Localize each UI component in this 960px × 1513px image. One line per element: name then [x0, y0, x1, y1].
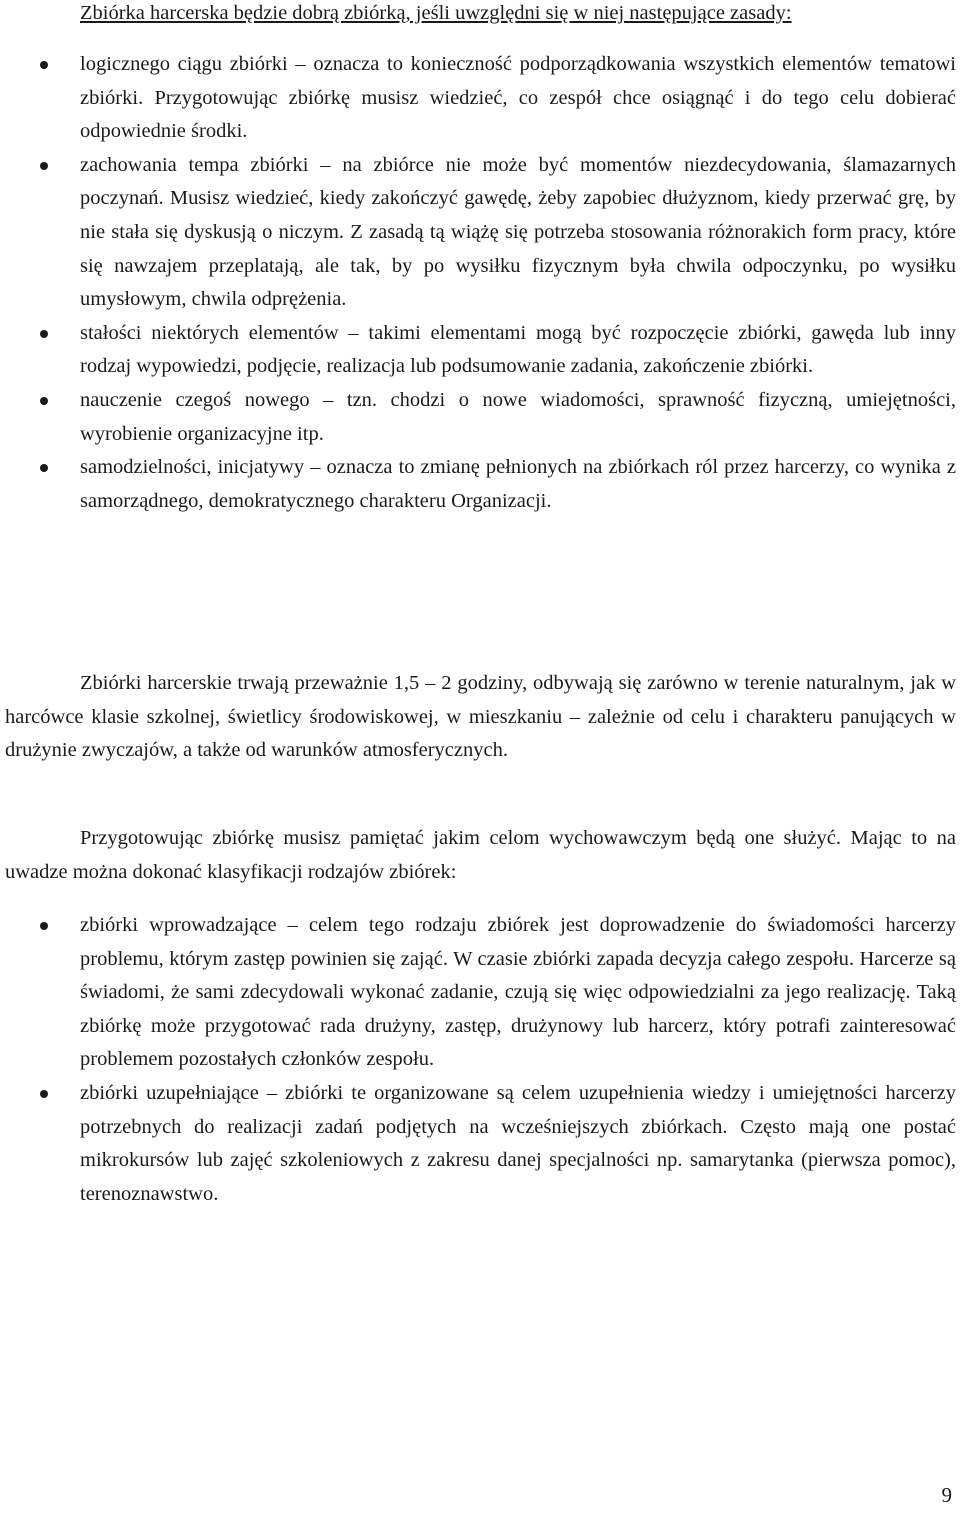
list-item [0, 384, 956, 451]
types-list [0, 909, 956, 1211]
list-item [0, 909, 956, 1077]
bullet-icon [40, 330, 48, 338]
paragraph-classification: Przygotowując zbiórkę musisz pamiętać jakim celom wychowawczym będą one służyć. Mając to na uwadze można dokonać klasyfikacji rodzajów zbiórek: [5, 827, 956, 883]
bullet-icon [40, 922, 48, 930]
list-item-text: stałości niektórych elementów – takimi elementami mogą być rozpoczęcie zbiórki, gawęda lub inny rodzaj wypowiedzi, podjęcie, realizacja lub podsumowanie zadania, zakończenie zbiórki. [80, 321, 956, 378]
list-item-text: nauczenie czegoś nowego – tzn. chodzi o nowe wiadomości, sprawność fizyczną, umiejętności, wyrobienie organizacyjne itp. [80, 388, 956, 445]
principles-list [0, 48, 956, 518]
list-item [0, 1077, 956, 1211]
list-item-text: logicznego ciągu zbiórki – oznacza to konieczność podporządkowania wszystkich elementów tematowi zbiórki. Przygotowując zbiórkę musisz wiedzieć, co zespół chce osiągnąć i do tego celu dobierać odpowiednie środki. [80, 53, 956, 143]
bullet-icon [40, 397, 48, 405]
list-item [0, 48, 956, 149]
page-number: 9 [941, 1483, 952, 1507]
list-item [0, 317, 956, 384]
list-item-text: samodzielności, inicjatywy – oznacza to zmianę pełnionych na zbiórkach ról przez harcerzy, co wynika z samorządnego, demokratycznego charakteru Organizacji. [80, 456, 956, 512]
bullet-icon [40, 1090, 48, 1098]
bullet-icon [40, 162, 48, 170]
section-heading: Zbiórka harcerska będzie dobrą zbiórką, jeśli uwzględni się w niej następujące zasady: [80, 2, 792, 24]
list-item [0, 451, 956, 518]
list-item-text: zbiórki uzupełniające – zbiórki te organizowane są celem uzupełnienia wiedzy i umiejętności harcerzy potrzebnych do realizacji zadań podjętych na wcześniejszych zbiórkach. Często mają one postać mikrokursów lub zajęć szkoleniowych z zakresu danej specjalności np. samarytanka (pierwsza pomoc), terenoznawstwo. [80, 1081, 956, 1205]
list-item-text: zbiórki wprowadzające – celem tego rodzaju zbiórek jest doprowadzenie do świadomości harcerzy problemu, którym zastęp powinien się zająć. W czasie zbiórki zapada decyzja całego zespołu. Harcerze są świadomi, że sami zdecydowali wykonać zadanie, czują się więc odpowiedzialni za jego realizację. Taką zbiórkę może przygotować rada drużyny, zastęp, drużynowy lub harcerz, który potrafi zainteresować problemem pozostałych członków zespołu. [80, 914, 956, 1071]
bullet-icon [40, 464, 48, 472]
bullet-icon [40, 61, 48, 69]
paragraph-duration: Zbiórki harcerskie trwają przeważnie 1,5 – 2 godziny, odbywają się zarówno w terenie naturalnym, jak w harcówce klasie szkolnej, świetlicy środowiskowej, w mieszkaniu – zależnie od celu i charakteru panujących w drużynie zwyczajów, a także od warunków atmosferycznych. [5, 672, 956, 762]
list-item [0, 149, 956, 317]
list-item-text: zachowania tempa zbiórki – na zbiórce nie może być momentów niezdecydowania, ślamazarnych poczynań. Musisz wiedzieć, kiedy zakończyć gawędę, żeby zapobiec dłużyznom, kiedy przerwać grę, by nie stała się dyskusją o niczym. Z zasadą tą wiążę się potrzeba stosowania różnorakich form pracy, które się nawzajem przeplatają, ale tak, by po wysiłku fizycznym była chwila odpoczynku, po wysiłku umysłowym, chwila odprężenia. [80, 153, 956, 311]
